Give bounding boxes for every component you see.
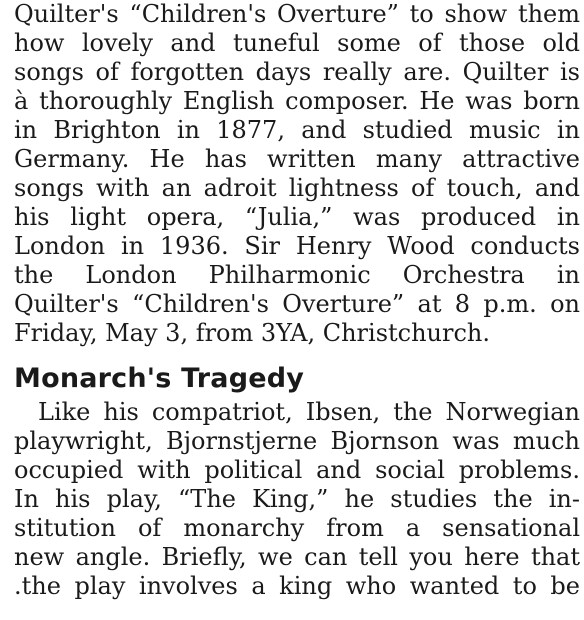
text-line: his light opera, “Julia,” was produced in — [14, 203, 580, 231]
text-line: songs of forgotten days really are. Quilter is — [14, 58, 580, 86]
text-line: In his play, “The King,” he studies the in- — [14, 485, 580, 513]
text-line: playwright, Bjornstjerne Bjornson was much — [14, 427, 580, 455]
text-line: stitution of monarchy from a sensational — [14, 514, 580, 542]
text-line: songs with an adroit lightness of touch, and — [14, 174, 580, 202]
text-line: occupied with political and social problems. — [14, 456, 580, 484]
paragraph-bjornson — [14, 398, 580, 601]
article-page — [14, 0, 580, 601]
text-line: in Brighton in 1877, and studied music in — [14, 116, 580, 144]
text-line: London in 1936. Sir Henry Wood conducts — [14, 232, 580, 260]
section-heading: Monarch's Tragedy — [14, 363, 305, 394]
paragraph-quilter — [14, 0, 580, 348]
text-line: Like his compatriot, Ibsen, the Norwegian — [38, 398, 580, 426]
text-line: how lovely and tuneful some of those old — [14, 29, 580, 57]
text-line: .the play involves a king who wanted to be — [14, 572, 580, 600]
text-line: the London Philharmonic Orchestra in — [14, 261, 580, 289]
text-line: Quilter's “Children's Overture” at 8 p.m. on — [14, 290, 580, 318]
text-line: new angle. Briefly, we can tell you here that — [14, 543, 580, 571]
text-line: à thoroughly English composer. He was born — [14, 87, 580, 115]
text-line: Germany. He has written many attractive — [14, 145, 580, 173]
text-line: Friday, May 3, from 3YA, Christchurch. — [14, 319, 491, 347]
text-line: Quilter's “Children's Overture” to show them — [14, 0, 580, 28]
